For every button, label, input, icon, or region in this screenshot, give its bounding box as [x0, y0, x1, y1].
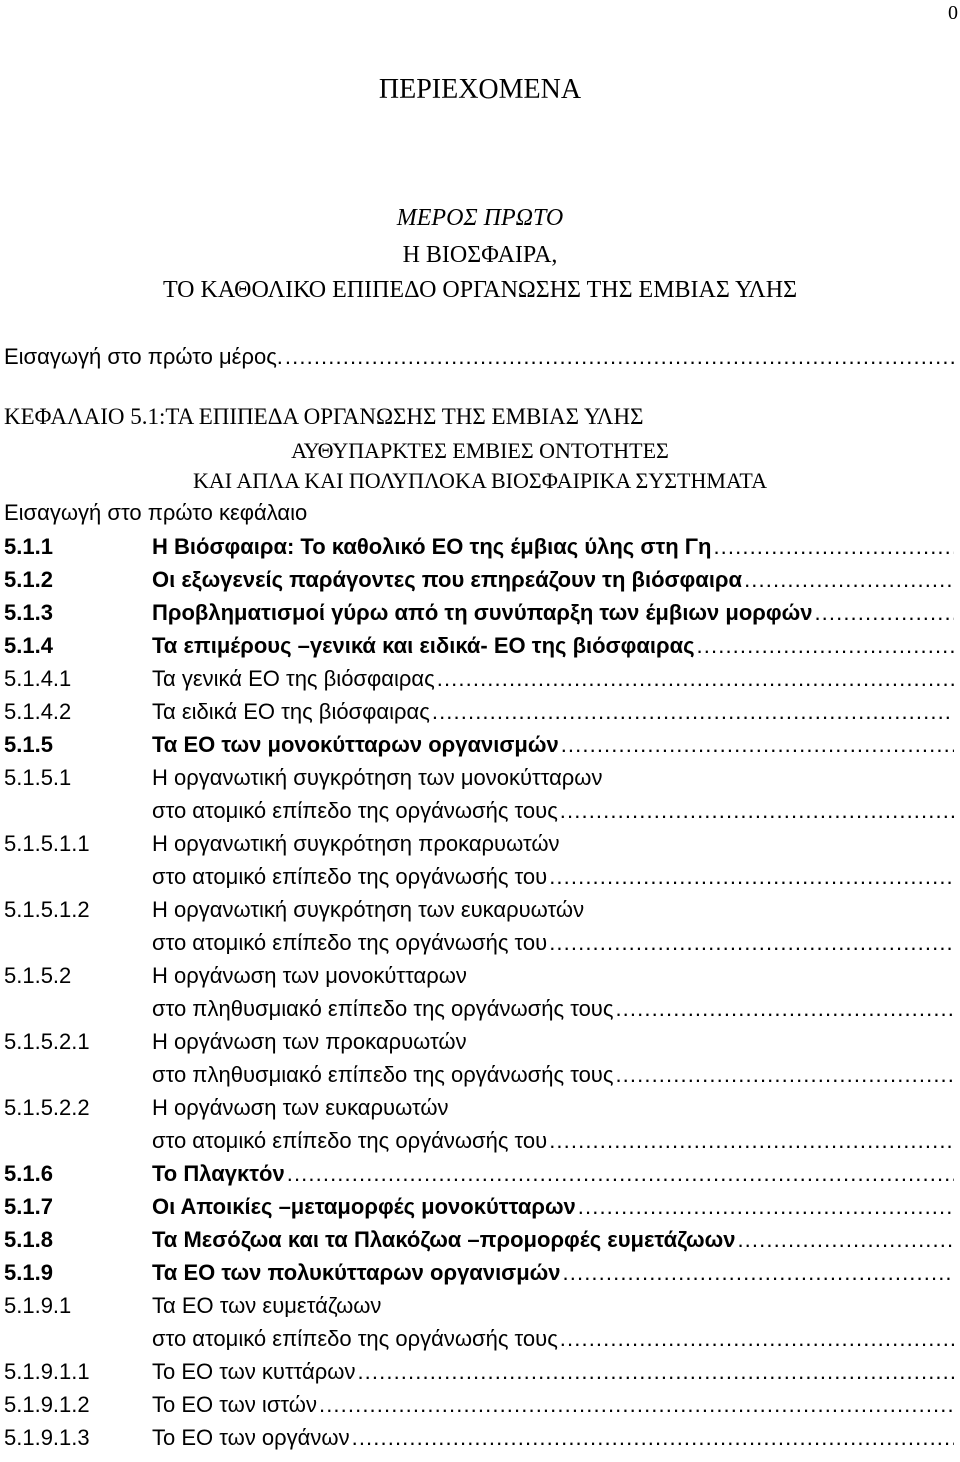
dot-leader: [285, 342, 954, 372]
toc-entry-number: 5.1.4.1: [4, 666, 72, 691]
toc-entry[interactable]: [4, 1025, 954, 1091]
part-title-line1: Η ΒΙΟΣΦΑΙΡΑ,: [402, 242, 558, 268]
toc-entry-line: [4, 926, 954, 959]
toc-entry-line: [4, 1091, 954, 1124]
toc-entry-line: [4, 1421, 954, 1454]
toc-entry-title: Τα ΕΟ των ευμετάζωων: [152, 1293, 382, 1318]
toc-entry[interactable]: [4, 563, 954, 596]
toc-entry-line: [4, 794, 954, 827]
toc-entry-line: [4, 1388, 954, 1421]
toc-entry-number: 5.1.1: [4, 534, 53, 559]
toc-entry[interactable]: [4, 596, 954, 629]
page-number: 0: [948, 2, 958, 24]
toc-entry-title-continued: στο ατομικό επίπεδο της οργάνωσής τους: [152, 798, 558, 823]
toc-entry-title: Το ΕΟ των κυττάρων: [152, 1359, 356, 1384]
toc-entry-number: 5.1.5.2.2: [4, 1095, 90, 1120]
dot-leader: [560, 794, 954, 827]
toc-entry-title: Η οργάνωση των προκαρυωτών: [152, 1029, 467, 1054]
toc-entry-number: 5.1.9.1.1: [4, 1359, 90, 1384]
toc-entry-line: [4, 959, 954, 992]
dot-leader: [697, 629, 954, 662]
toc-entry-number: 5.1.2: [4, 567, 53, 592]
toc-entry-line: [4, 1256, 954, 1289]
page-title: ΠΕΡΙΕΧΟΜΕΝΑ: [378, 74, 582, 105]
toc-entry-line: [4, 827, 954, 860]
toc-entry-title: Προβληματισμοί γύρω από τη συνύπαρξη των έμβιων μορφών: [152, 600, 813, 625]
toc-entry-number: 5.1.8: [4, 1227, 53, 1252]
toc-entry-title: Οι Αποικίες –μεταμορφές μονοκύτταρων: [152, 1194, 576, 1219]
chapter-subtitle-line1: ΑΥΘΥΠΑΡΚΤΕΣ ΕΜΒΙΕΣ ΟΝΤΟΤΗΤΕΣ: [291, 438, 669, 463]
toc-entry[interactable]: [4, 1388, 954, 1421]
toc-entry-number: 5.1.5.1: [4, 765, 72, 790]
toc-entry[interactable]: [4, 761, 954, 827]
dot-leader: [549, 860, 954, 893]
chapter-intro: Εισαγωγή στο πρώτο κεφάλαιο: [4, 500, 308, 525]
toc-entry[interactable]: [4, 629, 954, 662]
toc-entry-line: [4, 1025, 954, 1058]
toc-entry-line: [4, 1322, 954, 1355]
toc-entry-title: Τα επιμέρους –γενικά και ειδικά- ΕΟ της βιόσφαιρας: [152, 633, 695, 658]
dot-leader: [560, 1322, 954, 1355]
toc-entry-line: [4, 530, 954, 563]
toc-entry-number: 5.1.5.1.2: [4, 897, 90, 922]
toc-entry-title-continued: στο ατομικό επίπεδο της οργάνωσής του: [152, 1128, 548, 1153]
toc-entry[interactable]: [4, 662, 954, 695]
toc-entry-title-continued: στο ατομικό επίπεδο της οργάνωσής του: [152, 930, 548, 955]
toc-entry-number: 5.1.9.1.3: [4, 1425, 90, 1450]
toc-entry-title: Τα ειδικά ΕΟ της βιόσφαιρας: [152, 699, 430, 724]
toc-entry[interactable]: [4, 1421, 954, 1454]
dot-leader: [437, 662, 954, 695]
toc-entry-line: [4, 1058, 954, 1091]
toc-entry[interactable]: [4, 1289, 954, 1355]
toc-entry-number: 5.1.4.2: [4, 699, 72, 724]
toc-entry-title-continued: στο ατομικό επίπεδο της οργάνωσής του: [152, 864, 548, 889]
chapter-heading: ΚΕΦΑΛΑΙΟ 5.1:ΤΑ ΕΠΙΠΕΔΑ ΟΡΓΑΝΩΣΗΣ ΤΗΣ ΕΜΒΙΑΣ ΥΛΗΣ: [4, 404, 644, 429]
toc-entry-title: Το ΕΟ των ιστών: [152, 1392, 317, 1417]
toc-entry[interactable]: [4, 728, 954, 761]
toc-entry-title: Η οργάνωση των ευκαρυωτών: [152, 1095, 449, 1120]
toc-entry-title: Η Βιόσφαιρα: Το καθολικό ΕΟ της έμβιας ύλης στη Γη: [152, 534, 712, 559]
toc-entry-number: 5.1.9: [4, 1260, 53, 1285]
toc-entry-number: 5.1.3: [4, 600, 53, 625]
toc-entry-line: [4, 1289, 954, 1322]
part-intro-entry[interactable]: [4, 342, 954, 372]
toc-entry-number: 5.1.6: [4, 1161, 53, 1186]
dot-leader: [319, 1388, 954, 1421]
toc-entry-title: Οι εξωγενείς παράγοντες που επηρεάζουν τη βιόσφαιρα: [152, 567, 743, 592]
dot-leader: [744, 563, 954, 596]
toc-entry-line: [4, 860, 954, 893]
dot-leader: [713, 530, 954, 563]
toc-entry[interactable]: [4, 827, 954, 893]
dot-leader: [549, 926, 954, 959]
dot-leader: [814, 596, 954, 629]
toc-entry[interactable]: [4, 1091, 954, 1157]
part-intro-label: Εισαγωγή στο πρώτο μέρος.: [4, 344, 283, 369]
toc-entry-line: [4, 695, 954, 728]
toc-entry-number: 5.1.4: [4, 633, 53, 658]
dot-leader: [737, 1223, 954, 1256]
toc-entry-number: 5.1.5: [4, 732, 53, 757]
toc-entry-title: Τα γενικά ΕΟ της βιόσφαιρας: [152, 666, 435, 691]
toc-entry-line: [4, 1190, 954, 1223]
toc-entry-number: 5.1.5.2: [4, 963, 72, 988]
dot-leader: [578, 1190, 954, 1223]
toc-entry-line: [4, 761, 954, 794]
toc-entry-title-continued: στο πληθυσμιακό επίπεδο της οργάνωσής τους: [152, 996, 614, 1021]
toc-entry-title: Η οργανωτική συγκρότηση προκαρυωτών: [152, 831, 560, 856]
toc-entry-line: [4, 662, 954, 695]
toc-entry-line: [4, 1223, 954, 1256]
toc-entry-line: [4, 893, 954, 926]
toc-entry-title: Τα ΕΟ των μονοκύτταρων οργανισμών: [152, 732, 559, 757]
toc-entry-title: Η οργανωτική συγκρότηση των μονοκύτταρων: [152, 765, 603, 790]
toc-entry-title: Τα Μεσόζωα και τα Πλακόζωα –προμορφές ευμετάζωων: [152, 1227, 736, 1252]
toc-entry[interactable]: [4, 959, 954, 1025]
toc-entry-line: [4, 596, 954, 629]
dot-leader: [352, 1421, 954, 1454]
toc-entry-title: Η οργανωτική συγκρότηση των ευκαρυωτών: [152, 897, 585, 922]
toc-entry-title: Το Πλαγκτόν: [152, 1161, 285, 1186]
toc-entry-title-continued: στο ατομικό επίπεδο της οργάνωσής τους: [152, 1326, 558, 1351]
toc-entry-title: Η οργάνωση των μονοκύτταρων: [152, 963, 467, 988]
toc-entry-line: [4, 1355, 954, 1388]
toc-entry-number: 5.1.9.1.2: [4, 1392, 90, 1417]
part-title-line2: ΤΟ ΚΑΘΟΛΙΚΟ ΕΠΙΠΕΔΟ ΟΡΓΑΝΩΣΗΣ ΤΗΣ ΕΜΒΙΑΣ ΥΛΗΣ: [162, 277, 798, 303]
toc-entry-title: Τα ΕΟ των πολυκύτταρων οργανισμών: [152, 1260, 561, 1285]
toc-entry[interactable]: [4, 1256, 954, 1289]
part-label: ΜΕΡΟΣ ΠΡΩΤΟ: [396, 205, 564, 231]
toc-entry-line: [4, 629, 954, 662]
dot-leader: [432, 695, 954, 728]
toc-entries: [4, 530, 954, 1454]
dot-leader: [615, 1058, 954, 1091]
chapter-subtitle-line2: ΚΑΙ ΑΠΛΑ ΚΑΙ ΠΟΛΥΠΛΟΚΑ ΒΙΟΣΦΑΙΡΙΚΑ ΣΥΣΤΗΜΑΤΑ: [193, 468, 767, 493]
toc-entry-line: [4, 728, 954, 761]
dot-leader: [615, 992, 954, 1025]
toc-entry-number: 5.1.9.1: [4, 1293, 72, 1318]
dot-leader: [561, 728, 954, 761]
toc-entry-line: [4, 1157, 954, 1190]
dot-leader: [549, 1124, 954, 1157]
dot-leader: [357, 1355, 954, 1388]
toc-entry-line: [4, 992, 954, 1025]
toc-entry-title: Το ΕΟ των οργάνων: [152, 1425, 350, 1450]
toc-entry-title-continued: στο πληθυσμιακό επίπεδο της οργάνωσής τους: [152, 1062, 614, 1087]
toc-entry-line: [4, 563, 954, 596]
toc-entry[interactable]: [4, 695, 954, 728]
toc-entry-number: 5.1.7: [4, 1194, 53, 1219]
toc-entry-number: 5.1.5.2.1: [4, 1029, 90, 1054]
toc-entry[interactable]: [4, 1157, 954, 1190]
dot-leader: [563, 1256, 954, 1289]
toc-entry-line: [4, 1124, 954, 1157]
toc-entry[interactable]: [4, 530, 954, 563]
toc-entry[interactable]: [4, 893, 954, 959]
toc-entry-number: 5.1.5.1.1: [4, 831, 90, 856]
toc-entry[interactable]: [4, 1355, 954, 1388]
toc-entry[interactable]: [4, 1190, 954, 1223]
dot-leader: [287, 1157, 954, 1190]
toc-entry[interactable]: [4, 1223, 954, 1256]
